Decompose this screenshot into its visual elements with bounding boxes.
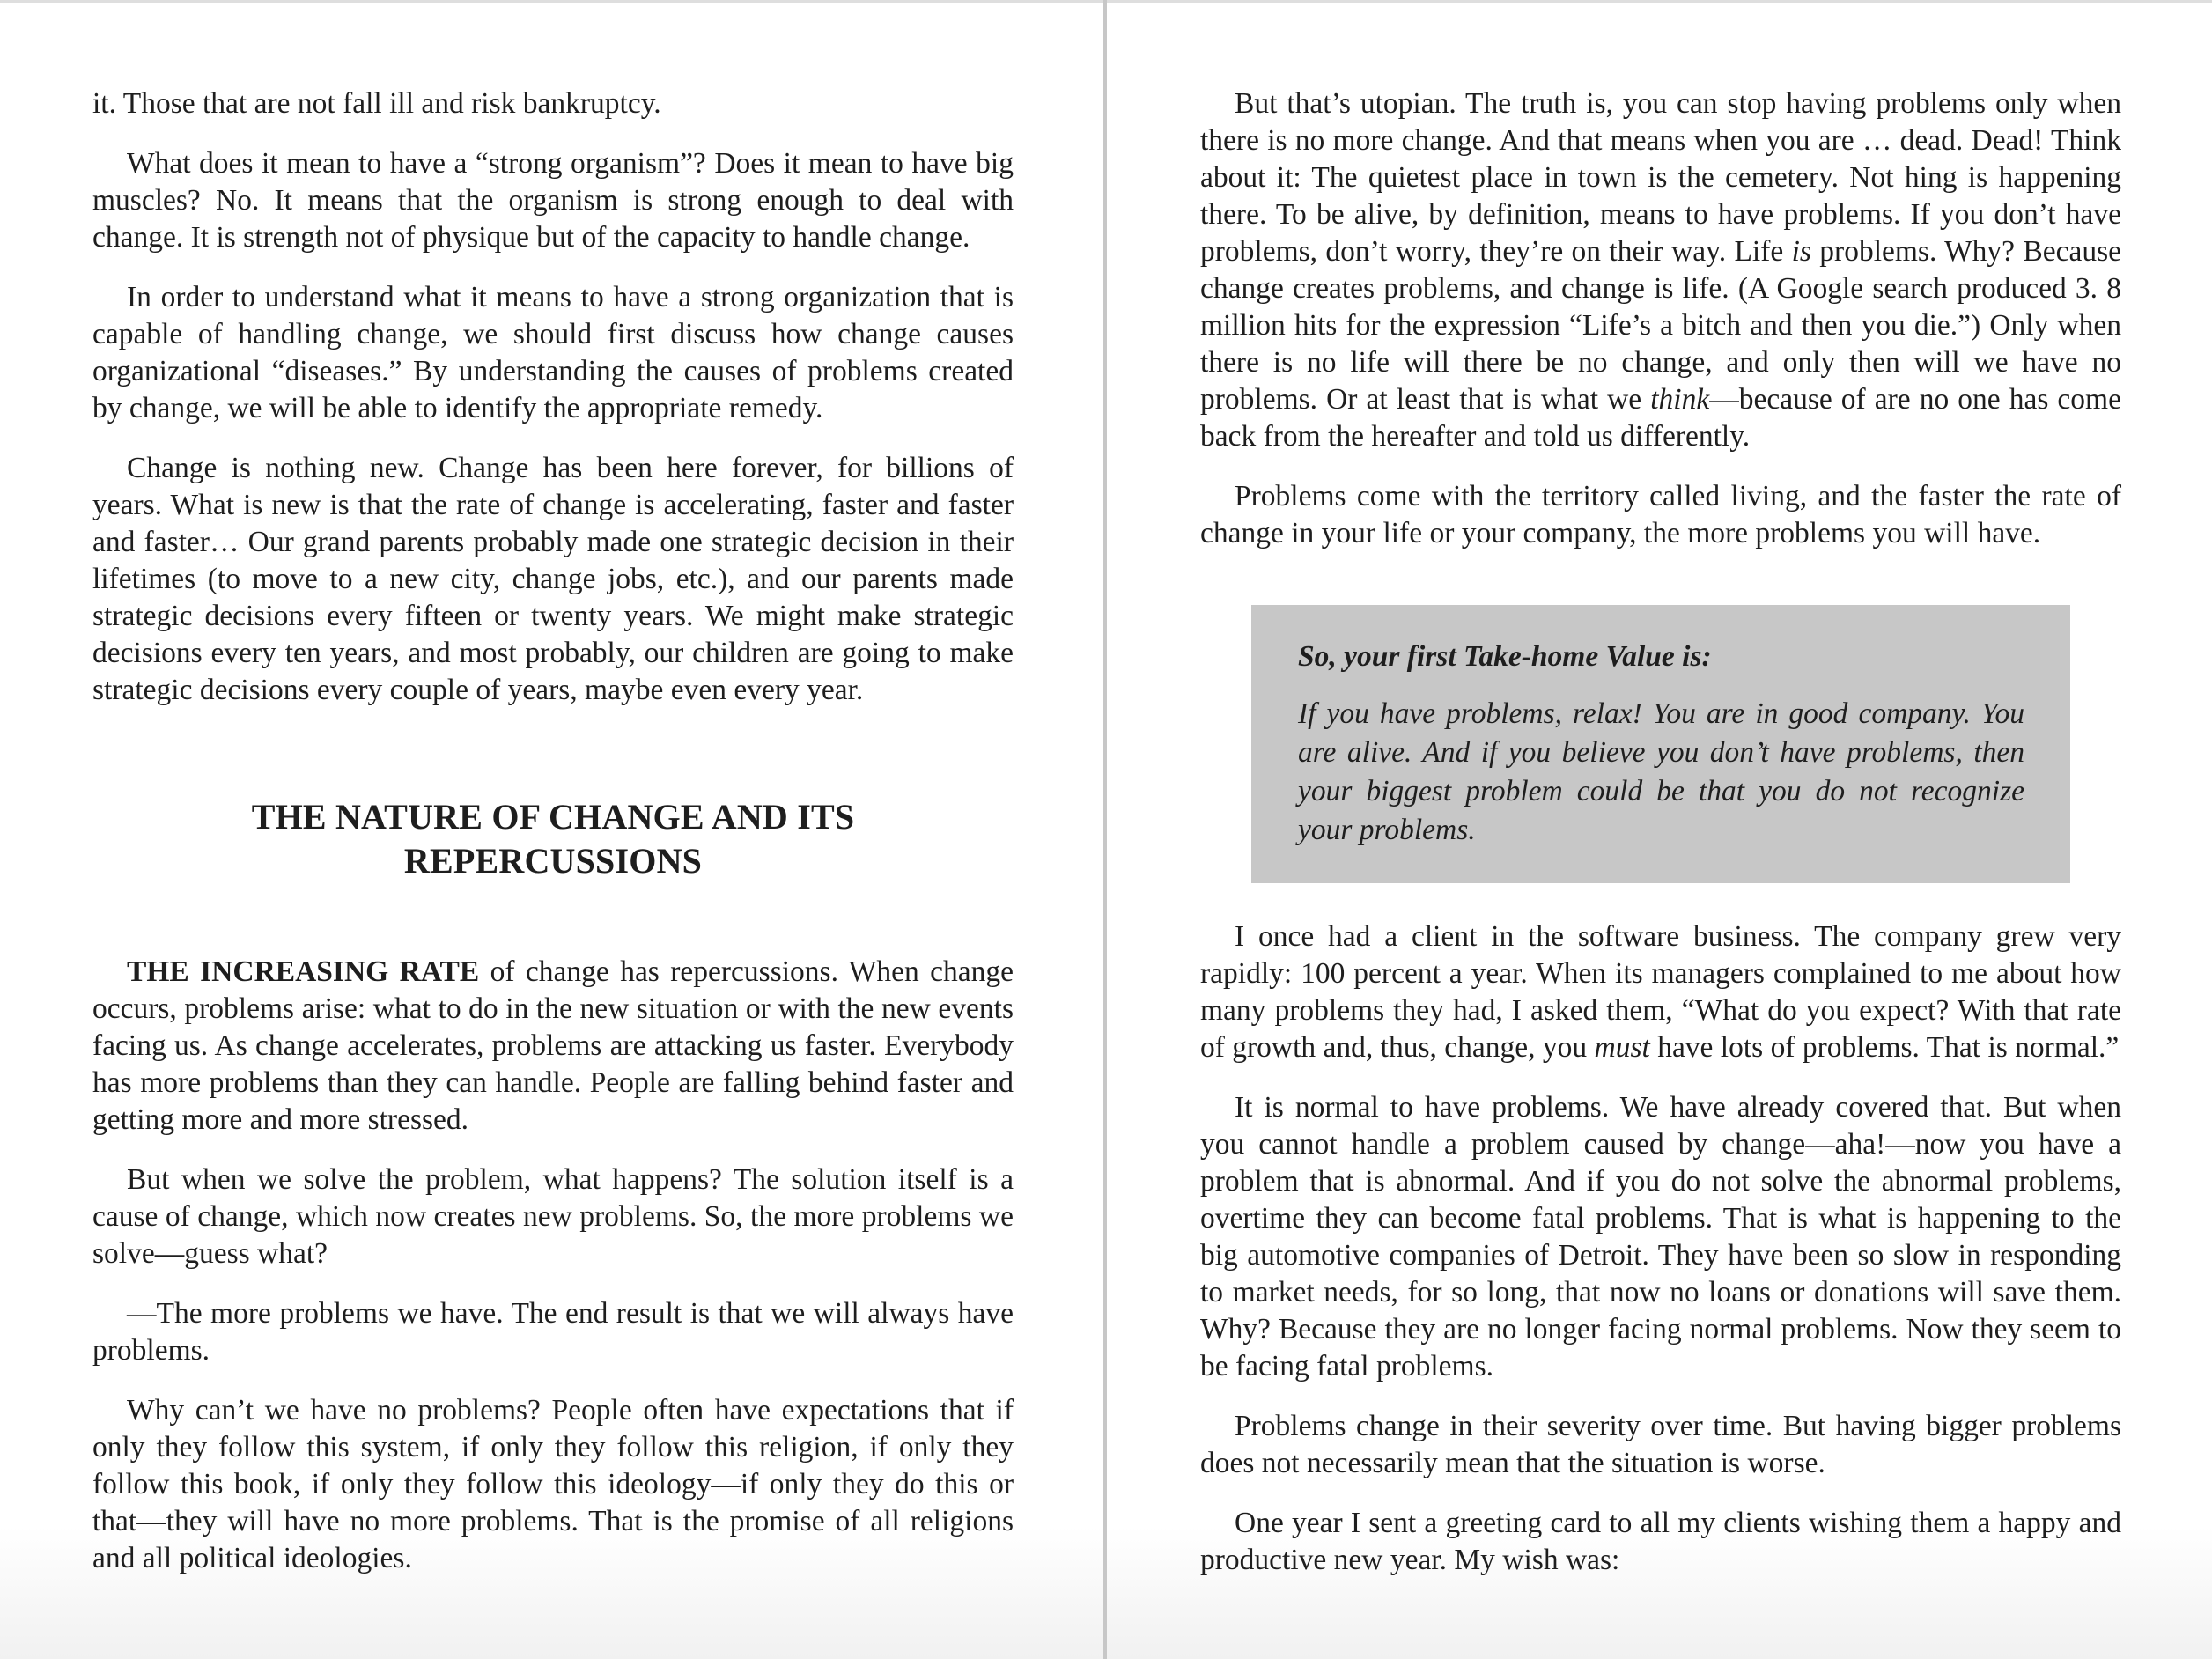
paragraph-lead-in: THE INCREASING RATE: [127, 955, 480, 988]
paragraph-increasing-rate-text: of change has repercussions. When change occurs, problems arise: what to do in the new situation or with the new events facing us. As change accelerates, problems are attacking us faster. Everybody has more problems than they can handle. People are falling behind faster and getting more and more stressed.: [92, 955, 1014, 1136]
paragraph-solve-problem: But when we solve the problem, what happens? The solution itself is a cause of change, which now creates new problems. So, the more problems we solve—guess what?: [92, 1163, 1014, 1270]
right-page: [1107, 0, 2212, 1659]
section-heading: [92, 795, 1014, 883]
paragraph-more-problems: —The more problems we have. The end result is that we will always have problems.: [92, 1297, 1014, 1367]
paragraph-utopian-text-1: But that’s utopian. The truth is, you can stop having problems only when there is no more change. And that means when you are … dead. Dead! Think about it: The quietest place in town is the cemetery. Not hing is happening there. To be alive, by definition, means to have problems. If you don’t have problems, don’t worry, they’re on their way. Life: [1200, 87, 2121, 268]
paragraph-software-client: [1200, 918, 2121, 1066]
emphasis-think: think: [1650, 383, 1710, 416]
paragraph-software-client-text-1: I once had a client in the software business. The company grew very rapidly: 100 percent a year. When its managers complained to me about how many problems they had, I asked them, “What do you expect? With that rate of growth and, thus, change, you: [1200, 920, 2121, 1064]
paragraph-utopian-text-2: problems. Why? Because change creates problems, and change is life. (A Google search produced 3. 8 million hits for the expression “Life’s a bitch and then you die.”) Only when there is no life will there be no change, and only then will we have no problems. Or at least that is what we: [1200, 235, 2121, 416]
section-heading-line-1: THE NATURE OF CHANGE AND ITS: [251, 797, 855, 837]
paragraph-utopian-text-3: —because of are no one has come back from the hereafter and told us differently.: [1200, 383, 2121, 453]
paragraph-why-no-problems: Why can’t we have no problems? People often have expectations that if only they follow this system, if only they follow this religion, if only they follow this book, if only they follow this ideology—if only they do this or that—they will have no more problems. That is the promise of all religions and all political ideologies.: [92, 1394, 1014, 1574]
section-heading-line-2: REPERCUSSIONS: [403, 841, 703, 881]
paragraph-strong-organism: What does it mean to have a “strong organism”? Does it mean to have big muscles? No. It means that the organism is strong enough to deal with change. It is strength not of physique but of the capacity to handle change.: [92, 147, 1014, 254]
paragraph-normal-problems: It is normal to have problems. We have already covered that. But when you cannot handle a problem caused by change—aha!—now you have a problem that is abnormal. And if you do not solve the abnormal problems, overtime they can become fatal problems. That is what is happening to the big automotive companies of Detroit. They have been so slow in responding to market needs, for so long, that now no loans or donations will save them. Why? Because they are no longer facing normal problems. Now they seem to be facing fatal problems.: [1200, 1091, 2121, 1382]
paragraph-organizational-diseases: In order to understand what it means to have a strong organization that is capable of handling change, we should first discuss how change causes organizational “diseases.” By understanding the causes of problems created by change, we will be able to identify the appropriate remedy.: [92, 281, 1014, 424]
paragraph-utopian: [1200, 85, 2121, 455]
paragraph-continued: it. Those that are not fall ill and risk bankruptcy.: [92, 87, 661, 120]
paragraph-change-is-nothing-new: Change is nothing new. Change has been here forever, for billions of years. What is new is that the rate of change is accelerating, faster and faster and faster… Our grand parents probably made one strategic decision in their lifetimes (to move to a new city, change jobs, etc.), and our parents made strategic decisions every fifteen or twenty years. We might make strategic decisions every ten years, and most probably, our children are going to make strategic decisions every couple of years, maybe even every year.: [92, 452, 1014, 706]
right-text-column: [1200, 85, 2121, 1602]
paragraph-territory-living: Problems come with the territory called living, and the faster the rate of change in your life or your company, the more problems you will have.: [1200, 480, 2121, 549]
paragraph-software-client-text-2: have lots of problems. That is normal.”: [1649, 1031, 2120, 1064]
left-text-column: [92, 85, 1014, 1600]
emphasis-is: is: [1791, 235, 1811, 268]
take-home-value-text: If you have problems, relax! You are in good company. You are alive. And if you believe you don’t have problems, then your biggest problem could be that you do not recognize your problems.: [1298, 697, 2024, 846]
paragraph-greeting-card: One year I sent a greeting card to all my clients wishing them a happy and productive new year. My wish was:: [1200, 1507, 2121, 1576]
take-home-value-intro: So, your first Take-home Value is:: [1298, 640, 1712, 673]
paragraph-increasing-rate: [92, 954, 1014, 1139]
take-home-value-box: [1251, 605, 2070, 883]
paragraph-severity: Problems change in their severity over time. But having bigger problems does not necessarily mean that the situation is worse.: [1200, 1410, 2121, 1479]
left-page: [0, 0, 1103, 1659]
emphasis-must: must: [1594, 1031, 1650, 1064]
